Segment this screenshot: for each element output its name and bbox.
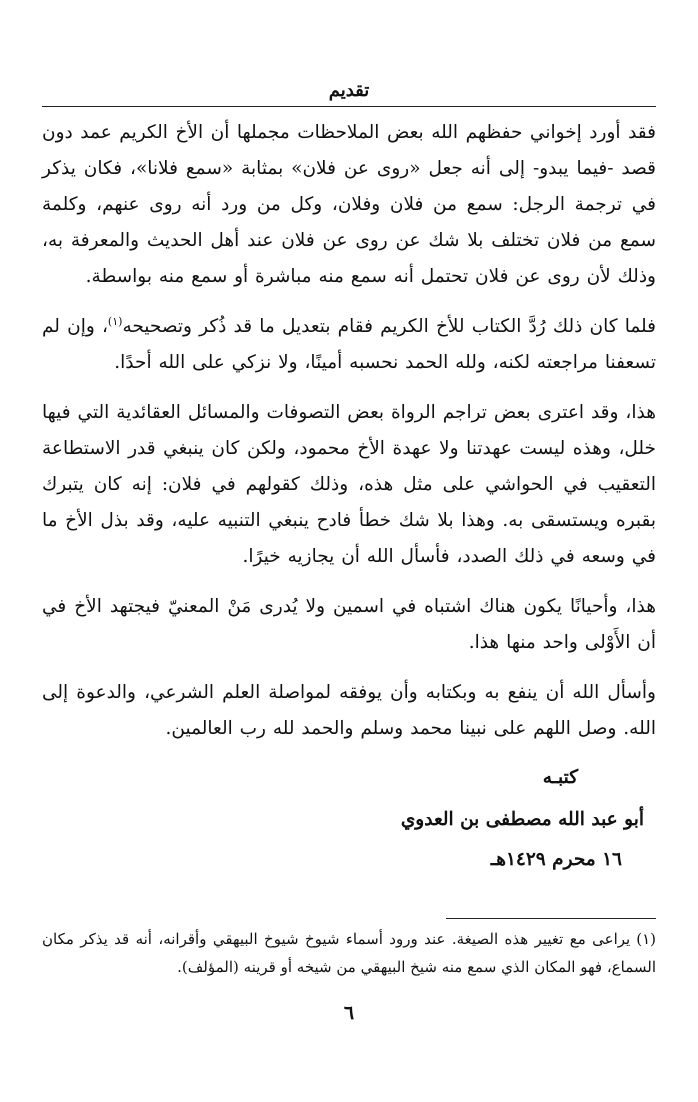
footnote-number: (١) — [636, 930, 656, 948]
page-number: ٦ — [343, 1002, 355, 1024]
footnote-rule — [446, 918, 656, 919]
book-page — [42, 80, 656, 1080]
footnote-reference-mark: (١) — [107, 314, 123, 328]
header-rule — [42, 106, 656, 107]
paragraph-name-ambiguity: هذا، وأحيانًا يكون هناك اشتباه في اسمين ولا يُدرى مَنْ المعنيّ فيجتهد الأخ في أن الأَوْلى واحد منها هذا. — [42, 596, 656, 653]
signature-label: كتبـه — [542, 767, 578, 788]
footnote — [42, 925, 656, 981]
page-header-title: تقديم — [328, 80, 370, 101]
footnote-text: يراعى مع تغيير هذه الصيغة. عند ورود أسماء شيوخ شيوخ البيهقي وأقرانه، أنه قد يذكر مكان السماع، فهو المكان الذي سمع منه شيخ البيهقي من شيخه أو قرينه (المؤلف). — [42, 930, 656, 976]
paragraph-correction-text-start: فلما كان ذلك رُدَّ الكتاب للأخ الكريم فقام بتعديل ما قد ذُكر وتصحيحه — [122, 316, 656, 337]
paragraph-notes: فقد أورد إخواني حفظهم الله بعض الملاحظات مجملها أن الأخ الكريم عمد دون قصد -فيما يبدو- إلى أنه جعل «روى عن فلان» بمثابة «سمع فلانا»، فكان يذكر في ترجمة الرجل: سمع من فلان وفلان، وكل من ورد أنه روى عنهم، وكلمة سمع من فلان تختلف بلا شك عن روى عن فلان عند أهل الحديث والمعرفة به، وذلك لأن روى عن فلان تحتمل أنه سمع منه مباشرة أو سمع منه بواسطة. — [42, 122, 656, 287]
signature-date: ١٦ محرم ١٤٢٩هـ — [490, 849, 622, 870]
signature-block — [42, 761, 656, 877]
paragraph-correction — [42, 309, 656, 381]
paragraph-closing-prayer: وأسأل الله أن ينفع به وبكتابه وأن يوفقه لمواصلة العلم الشرعي، والدعوة إلى الله. وصل اللهم على نبينا محمد وسلم والحمد لله رب العالمين. — [42, 682, 656, 739]
signature-author-name: أبو عبد الله مصطفى بن العدوي — [400, 809, 644, 830]
paragraph-correction-text-end: ، وإن لم تسعفنا مراجعته لكنه، ولله الحمد نحسبه أمينًا، ولا نزكي على الله أحدًا. — [42, 316, 656, 373]
paragraph-narrator-issues: هذا، وقد اعترى بعض تراجم الرواة بعض التصوفات والمسائل العقائدية التي فيها خلل، وهذه ليست عهدتنا ولا عهدة الأخ محمود، ولكن كان ينبغي قدر الاستطاعة التعقيب في الحواشي على مثل هذه، وذلك كقولهم في فلان: إنه كان يتبرك بقبره ويستسقى به. وهذا بلا شك خطأ فادح ينبغي التنبيه عليه، وقد بذل الأخ ما في وسعه في ذلك الصدد، فأسأل الله أن يجازيه خيرًا. — [42, 402, 656, 567]
